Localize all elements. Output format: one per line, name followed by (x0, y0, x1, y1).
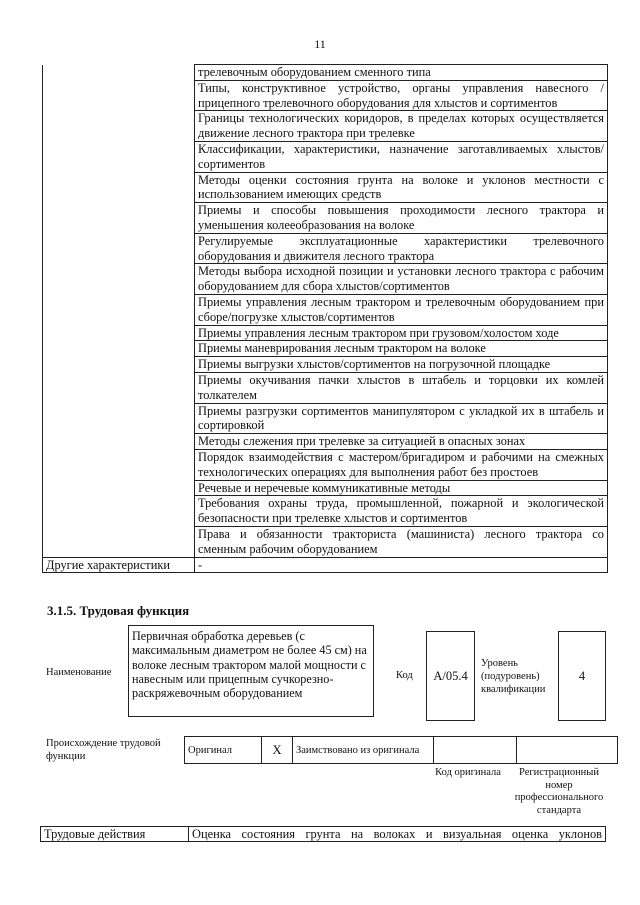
requirement-text: Права и обязанности тракториста (машиниста) лесного трактора со сменным рабочим оборудованием (195, 526, 608, 557)
labor-actions-label: Трудовые действия (41, 827, 189, 842)
labor-actions-first: Оценка состояния грунта на волоках и визуальная оценка уклонов (189, 827, 606, 842)
page-number: 11 (314, 37, 326, 51)
requirement-text: Методы слежения при трелевке за ситуацией в опасных зонах (195, 434, 608, 450)
other-characteristics-label: Другие характеристики (43, 557, 195, 573)
original-mark: Х (262, 737, 293, 764)
requirement-text: Приемы разгрузки сортиментов манипулятором с укладкой их в штабель и сортировкой (195, 403, 608, 434)
original-cell: Оригинал (185, 737, 262, 764)
requirements-table (42, 64, 608, 573)
requirement-text: Приемы выгрузки хлыстов/сортиментов на погрузочной площадке (195, 357, 608, 373)
caption-origin-code: Код оригинала (435, 767, 501, 778)
caption-reg-number: Регистрационный номер профессионального стандарта (514, 767, 604, 816)
labor-actions-table (40, 826, 606, 842)
origin-table (184, 736, 618, 764)
function-name-box: Первичная обработка деревьев (с максимальным диаметром не более 45 см) на волоке лесным трактором малой мощности с навесным или прицепным сучкорезно-раскряжевочным оборудованием (128, 625, 374, 717)
other-characteristics-value: - (195, 557, 608, 573)
name-label: Наименование (46, 667, 112, 678)
function-code-box (426, 631, 475, 721)
section-heading: 3.1.5. Трудовая функция (47, 603, 190, 618)
requirement-text: Методы выбора исходной позиции и установки лесного трактора с рабочим оборудованием для сбора хлыстов/сортиментов (195, 264, 608, 295)
other-characteristics-row (43, 557, 608, 573)
requirement-text: Приемы окучивания пачки хлыстов в штабель и торцовки их комлей толкателем (195, 372, 608, 403)
requirement-text: Классификации, характеристики, назначение заготавливаемых хлыстов/сортиментов (195, 141, 608, 172)
requirement-text: Порядок взаимодействия с мастером/бригадиром и рабочими на смежных технологических операциях для выполнения работ без простоев (195, 449, 608, 480)
level-value: 4 (578, 668, 586, 683)
requirement-text: Приемы и способы повышения проходимости лесного трактора и уменьшения колееобразования на волоке (195, 203, 608, 234)
requirement-text: трелевочным оборудованием сменного типа (195, 65, 608, 81)
origin-label: Происхождение трудовой функции (46, 738, 161, 762)
requirement-text: Регулируемые эксплуатационные характеристики трелевочного оборудования и движителя лесного трактора (195, 233, 608, 264)
origin-code-cell (434, 737, 517, 764)
requirement-text: Границы технологических коридоров, в пределах которых осуществляется движение лесного трактора при трелевке (195, 111, 608, 142)
requirement-text: Речевые и неречевые коммуникативные методы (195, 480, 608, 496)
level-box (558, 631, 606, 721)
level-label: Уровень (подуровень) квалификации (481, 658, 546, 695)
requirement-text: Приемы маневрирования лесным трактором на волоке (195, 341, 608, 357)
requirement-row (43, 65, 608, 81)
requirement-text: Типы, конструктивное устройство, органы управления навесного /прицепного трелевочного оборудования для хлыстов и сортиментов (195, 80, 608, 111)
requirement-text: Приемы управления лесным трактором и трелевочным оборудованием при сборе/погрузке хлыстов/сортиментов (195, 294, 608, 325)
requirements-left-cell (43, 65, 195, 558)
requirement-text: Требования охраны труда, промышленной, пожарной и экологической безопасности при трелевке хлыстов и сортиментов (195, 496, 608, 527)
requirement-text: Приемы управления лесным трактором при грузовом/холостом ходе (195, 325, 608, 341)
origin-reg-cell (517, 737, 618, 764)
code-label: Код (396, 670, 413, 681)
function-code-value: А/05.4 (433, 668, 468, 683)
requirement-text: Методы оценки состояния грунта на волоке и уклонов местности с использованием имеющих средств (195, 172, 608, 203)
borrowed-cell: Заимствовано из оригинала (293, 737, 434, 764)
